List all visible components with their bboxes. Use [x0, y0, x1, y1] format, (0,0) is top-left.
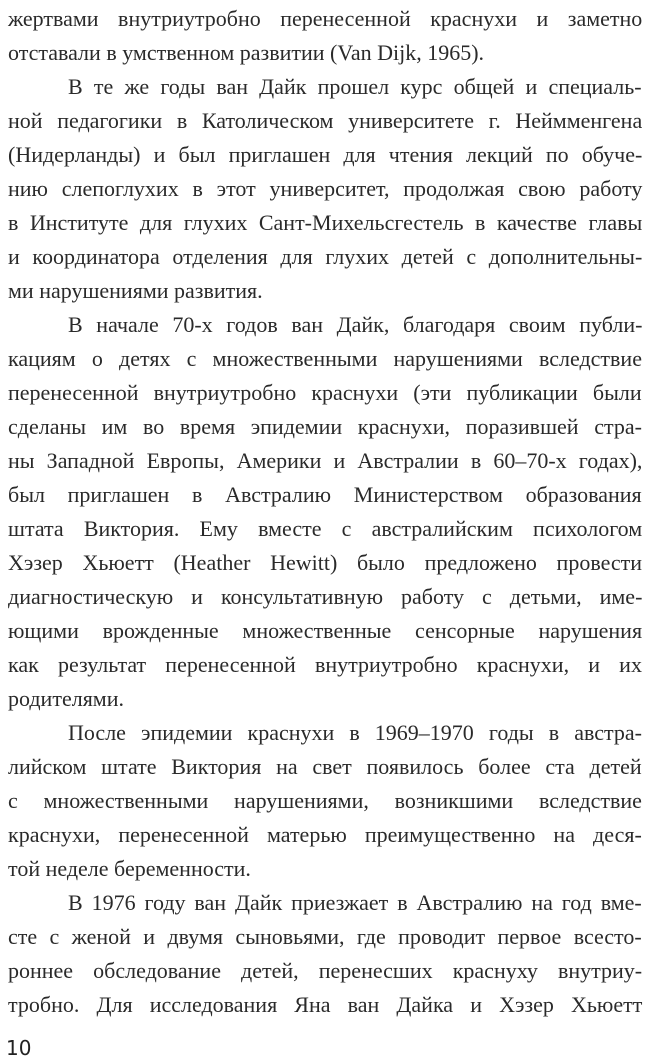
- text-line: и координатора отделения для глухих детей с дополнительны-: [8, 244, 643, 269]
- text-line: нию слепоглухих в этот университет, продолжая свою работу: [8, 176, 643, 201]
- text-line: ми нарушениями развития.: [8, 278, 263, 303]
- text-line: роннее обследование детей, перенесших краснуху внутриу-: [8, 958, 643, 983]
- text-line: сте с женой и двумя сыновьями, где проводит первое всесто-: [8, 924, 642, 949]
- text-line: с множественными нарушениями, возникшими вследствие: [8, 788, 642, 813]
- text-line: лийском штате Виктория на свет появилось более ста детей: [8, 754, 642, 779]
- body-text: [8, 2, 642, 1022]
- text-line: жертвами внутриутробно перенесенной краснухи и заметно: [8, 6, 643, 31]
- text-line: штата Виктория. Ему вместе с австралийским психологом: [8, 516, 643, 541]
- paragraph-first-line: В те же годы ван Дайк прошел курс общей и специаль-: [68, 74, 642, 99]
- text-line: кациям о детях с множественными нарушениями вследствие: [8, 346, 642, 371]
- paragraph-first-line: В 1976 году ван Дайк приезжает в Австралию на год вме-: [68, 890, 642, 915]
- text-line: был приглашен в Австралию Министерством образования: [8, 482, 642, 507]
- text-line: краснухи, перенесенной матерью преимущественно на деся-: [8, 822, 642, 847]
- text-line: перенесенной внутриутробно краснухи (эти публикации были: [8, 380, 642, 405]
- text-line: той неделе беременности.: [8, 856, 251, 881]
- text-line: в Институте для глухих Сант-Михельсгестель в качестве главы: [8, 210, 643, 235]
- paragraph-first-line: В начале 70-х годов ван Дайк, благодаря своим публи-: [68, 312, 643, 337]
- text-line: отставали в умственном развитии (Van Dijk, 1965).: [8, 40, 485, 65]
- text-line: ной педагогики в Католическом университете г. Неймменгена: [8, 108, 643, 133]
- text-line: ющими врожденные множественные сенсорные нарушения: [8, 618, 643, 643]
- text-line: как результат перенесенной внутриутробно краснухи, и их: [8, 652, 642, 677]
- text-line: сделаны им во время эпидемии краснухи, поразившей стра-: [8, 414, 642, 439]
- text-line: диагностическую и консультативную работу с детьми, име-: [8, 584, 643, 609]
- text-line: ны Западной Европы, Америки и Австралии в 60–70-х годах),: [8, 448, 643, 473]
- text-line: Хэзер Хьюетт (Heather Hewitt) было предложено провести: [8, 550, 643, 575]
- page-number: 10: [6, 1036, 32, 1060]
- text-line: родителями.: [8, 686, 125, 711]
- text-line: тробно. Для исследования Яна ван Дайка и Хэзер Хьюетт: [8, 992, 643, 1017]
- paragraph-first-line: После эпидемии краснухи в 1969–1970 годы в австра-: [68, 720, 642, 745]
- text-line: (Нидерланды) и был приглашен для чтения лекций по обуче-: [8, 142, 643, 167]
